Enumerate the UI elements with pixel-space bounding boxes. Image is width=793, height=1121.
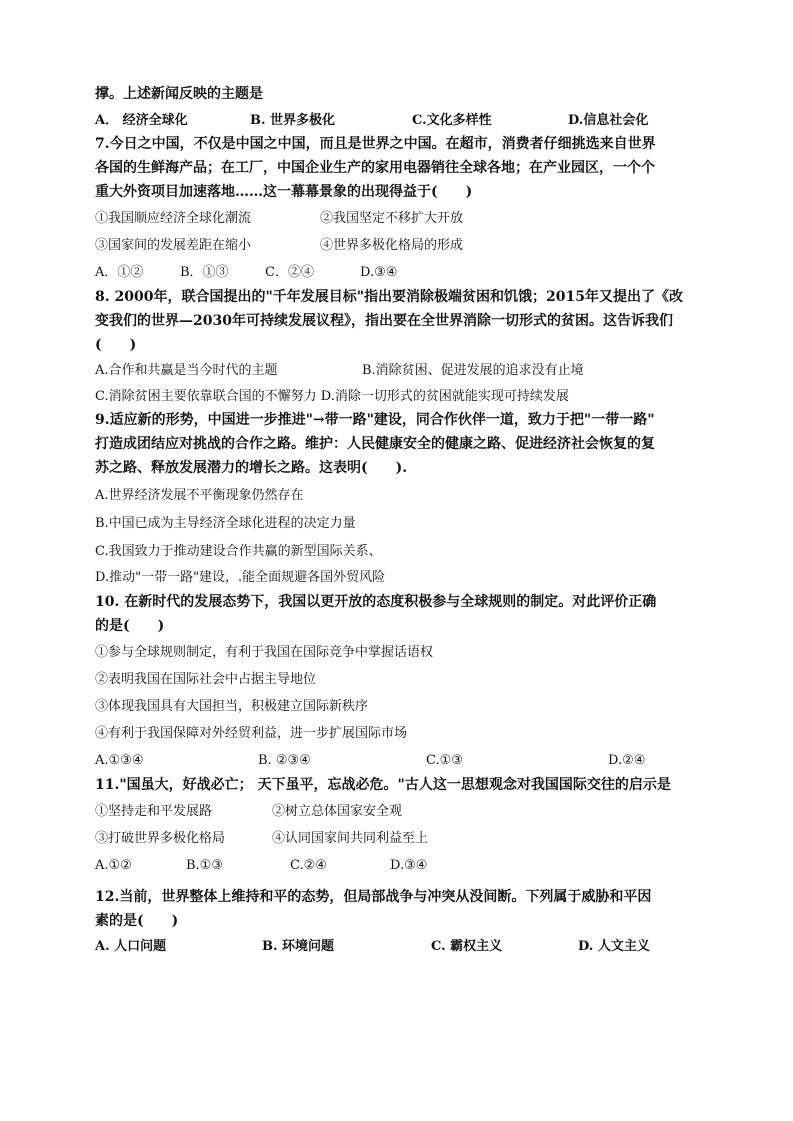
q7-statement-2: ②我国坚定不移扩大开放 [320, 211, 464, 226]
q9-option-c: C.我国致力于推动建设合作共赢的新型国际关系、 [95, 544, 382, 559]
q7-statement-4: ④世界多极化格局的形成 [320, 238, 464, 253]
q11-option-b: B.①③ [186, 858, 223, 873]
question-10-stem-line1: 10. 在新时代的发展态势下，我国以更开放的态度积极参与全球规则的制定。对此评价正确 [95, 594, 657, 610]
question-9-stem-line2: 打造成团结应对挑战的合作之路。维护：人民健康安全的健康之路、促进经济社会恢复的复 [95, 436, 655, 452]
q7-option-b: B．①③ [180, 265, 229, 280]
q11-option-a: A.①② [95, 858, 132, 873]
q6-option-d: D.信息社会化 [568, 113, 649, 128]
question-12-stem-line1: 12.当前，世界整体上维持和平的态势，但局部战争与冲突从没间断。下列属于威胁和平因 [95, 889, 652, 905]
q7-option-c: C．②④ [265, 265, 314, 280]
question-8-stem-line3: ( ) [95, 337, 137, 353]
q11-statement-4: ④认同国家间共同利益至上 [272, 831, 429, 846]
question-8-stem-line1: 8. 2000年，联合国提出的"千年发展目标"指出要消除极端贫困和饥饿；2015年又提出了《改 [95, 289, 684, 305]
q12-option-d: D. 人文主义 [578, 939, 650, 954]
question-9-stem-line1: 9.适应新的形势，中国进一步推进"→带一路"建设，同合作伙伴一道，致力于把"一带一路" [95, 412, 655, 428]
q11-statement-2: ②树立总体国家安全观 [272, 804, 403, 819]
q8-option-a: A.合作和共赢是当今时代的主题 [95, 363, 278, 378]
q10-option-b: B. ②③④ [258, 753, 311, 768]
q12-option-b: B. 环境问题 [262, 939, 335, 954]
q11-statement-1: ①坚持走和平发展路 [95, 804, 213, 819]
q7-option-d: D.③④ [360, 265, 398, 280]
question-10-stem-line2: 的是( ) [95, 618, 165, 634]
q12-option-a: A. 人口问题 [95, 939, 167, 954]
question-7-stem-line2: 各国的生鲜海产品；在工厂，中国企业生产的家用电器销往全球各地；在产业园区，一个个 [95, 160, 655, 176]
q7-option-a: A．①② [95, 265, 144, 280]
question-11-stem: 11."国虽大，好战必亡； 天下虽平，忘战必危。"古人这一思想观念对我国国际交往的启示是 [95, 777, 671, 793]
q10-option-a: A.①③④ [95, 753, 144, 768]
q8-option-b: B.消除贫困、促进发展的追求没有止境 [362, 363, 584, 378]
q11-option-c: C.②④ [290, 858, 327, 873]
question-12-stem-line2: 素的是( ) [95, 913, 179, 929]
q12-option-c: C. 霸权主义 [431, 939, 503, 954]
question-6-stem-end: 撑。上述新闻反映的主题是 [95, 86, 263, 102]
q6-option-a: A． 经济全球化 [95, 113, 188, 128]
q11-option-d: D.③④ [390, 858, 428, 873]
q7-statement-3: ③国家间的发展差距在缩小 [95, 238, 252, 253]
q10-statement-2: ②表明我国在国际社会中占据主导地位 [95, 672, 317, 687]
question-8-stem-line2: 变我们的世界—2030年可持续发展议程》，指出要在全世界消除一切形式的贫困。这告诉我们 [95, 313, 673, 329]
q9-option-b: B.中国已成为主导经济全球化进程的决定力量 [95, 516, 356, 531]
q10-option-c: C.①③ [426, 753, 463, 768]
q7-statement-1: ①我国顺应经济全球化潮流 [95, 211, 252, 226]
question-7-stem-line1: 7.今日之中国，不仅是中国之中国，而且是世界之中国。在超市，消费者仔细挑选来自世界 [95, 136, 656, 152]
q9-option-a: A.世界经济发展不平衡现象仍然存在 [95, 488, 304, 503]
q6-option-b: B. 世界多极化 [250, 113, 336, 128]
q10-option-d: D.②④ [608, 753, 646, 768]
q9-option-d: D.推动"一带一路"建设，.能全面规避各国外贸风险 [95, 570, 386, 585]
q8-option-cd: C.消除贫困主要依靠联合国的不懈努力 D.消除一切形式的贫困就能实现可持续发展 [95, 389, 569, 404]
q6-option-c: C.文化多样性 [412, 113, 492, 128]
q10-statement-3: ③体现我国具有大国担当，积极建立国际新秩序 [95, 699, 369, 714]
q10-statement-1: ①参与全球规则制定，有利于我国在国际竞争中掌握话语权 [95, 645, 434, 660]
question-7-stem-line3: 重大外资项目加速落地……这一幕幕景象的出现得益于( ) [95, 184, 473, 200]
q11-statement-3: ③打破世界多极化格局 [95, 831, 226, 846]
question-9-stem-line3: 苏之路、释放发展潜力的增长之路。这表明( ). [95, 460, 408, 476]
q10-statement-4: ④有利于我国保障对外经贸利益，进一步扩展国际市场 [95, 726, 408, 741]
